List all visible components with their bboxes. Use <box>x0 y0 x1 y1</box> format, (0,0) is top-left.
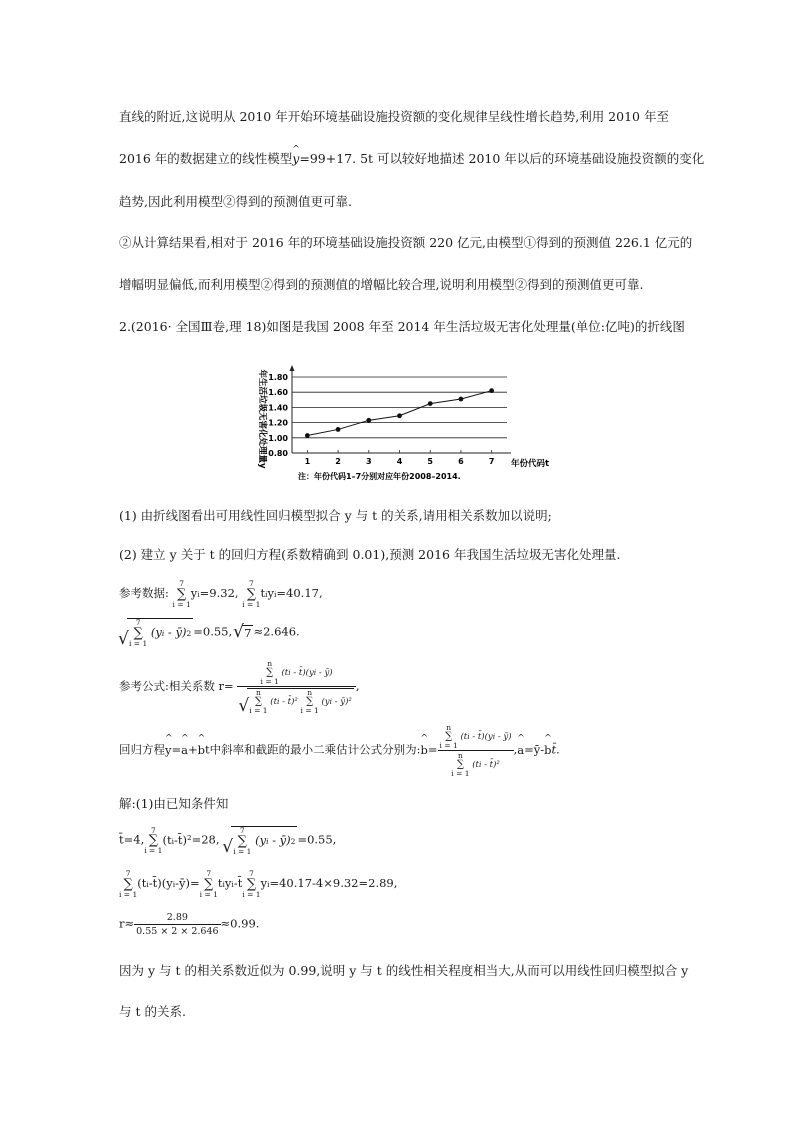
x-tick-label: 3 <box>365 457 372 466</box>
regression-formula: 回归方程^ y=^ a+^ bt中斜率和截距的最小二乘估计公式分别为:^ b= n ∑ i = 1 (ti - t̄)(yi - ȳ) n ∑ i = 1 (ti - t̄)² ,^ a=ȳ-^ bt̄. <box>119 724 560 777</box>
y-tick-label: 1.40 <box>268 403 288 413</box>
y-axis-arrow <box>290 365 295 371</box>
para-line-4: ②从计算结果看,相对于 2016 年的环境基础设施投资额 220 亿元,由模型①得到的预测值 226.1 亿元的 <box>119 235 693 250</box>
conclusion-line-2: 与 t 的关系. <box>119 1004 186 1019</box>
chart-note: 注：年份代码1–7分别对应年份2008–2014. <box>298 472 461 481</box>
y-tick-label: 1.00 <box>268 433 288 443</box>
series-line <box>307 391 491 436</box>
para-line-3: 趋势,因此利用模型②得到的预测值更可靠. <box>119 194 352 209</box>
solution-step-1: t̄=4, 7 ∑ i = 1 (ti-t̄)²=28, √ 7 ∑ i = 1 (yi - ȳ)2 =0.55, <box>119 826 336 855</box>
line-chart <box>250 355 550 485</box>
x-axis-label: 年份代码t <box>511 459 550 469</box>
solution-step-3: r≈ $\frac{2.89}{0.55 \times 2 \times 2.646}$ ≈0.99. <box>119 912 260 937</box>
x-tick-label: 1 <box>304 457 311 466</box>
y-axis-label: 年生活垃圾无害化处理量y <box>257 369 267 469</box>
x-tick-label: 2 <box>335 457 341 466</box>
x-tick-label: 7 <box>488 457 495 466</box>
data-point <box>459 397 464 402</box>
x-tick-label: 6 <box>458 457 464 466</box>
para-line-1: 直线的附近,这说明从 2010 年开始环境基础设施投资额的变化规律呈线性增长趋势,利用 2010 年至 <box>119 109 669 124</box>
para-line-5: 增幅明显偏低,而利用模型②得到的预测值的增幅比较合理,说明利用模型②得到的预测值更可靠. <box>119 277 644 292</box>
y-tick-label: 1.20 <box>268 418 288 428</box>
data-point <box>397 413 402 418</box>
data-point <box>366 418 371 423</box>
problem-2-heading: 2.(2016· 全国Ⅲ卷,理 18)如图是我国 2008 年至 2014 年生活垃圾无害化处理量(单位:亿吨)的折线图 <box>119 319 685 334</box>
solution-step-2: 7 ∑ i = 1 (ti-t̄)(yi-ȳ)= 7 ∑ i = 1 tiyi-t̄ 7 ∑ i = 1 yi=40.17-4×9.32=2.89, <box>119 869 398 899</box>
reference-formula: 参考公式:相关系数 r= n ∑ i = 1 (ti - t̄)(yi - ȳ) √ n ∑ i = 1 (ti - t̄)² n ∑ i = 1 (yi - ȳ)² , <box>119 660 359 714</box>
x-tick-label: 5 <box>427 457 434 466</box>
reference-data-line-2: √ 7 ∑ i = 1 (yi - ȳ)2 =0.55,√ 7 ≈2.646. <box>119 618 300 647</box>
data-point <box>489 388 494 393</box>
y-tick-label: 0.80 <box>268 449 288 458</box>
data-point <box>428 401 433 406</box>
conclusion-line-1: 因为 y 与 t 的相关系数近似为 0.99,说明 y 与 t 的线性相关程度相当大,从而可以用线性回归模型拟合 y <box>119 963 689 978</box>
solution-heading: 解:(1)由已知条件知 <box>119 796 229 811</box>
question-2: (2) 建立 y 关于 t 的回归方程(系数精确到 0.01),预测 2016 年我国生活垃圾无害化处理量. <box>119 547 621 562</box>
y-tick-label: 1.80 <box>268 373 288 382</box>
reference-data-line-1: 参考数据: 7 ∑ i = 1 yi=9.32, 7 ∑ i = 1 tiyi=40.17, <box>119 579 323 609</box>
para-line-2: 2016 年的数据建立的线性模型^ y=99+17. 5t 可以较好地描述 2010 年以后的环境基础设施投资额的变化 <box>119 150 694 168</box>
y-hat: ^ y <box>292 150 299 168</box>
data-point <box>336 427 341 432</box>
data-point <box>305 433 310 438</box>
question-1: (1) 由折线图看出可用线性回归模型拟合 y 与 t 的关系,请用相关系数加以说明; <box>119 508 552 523</box>
y-tick-label: 1.60 <box>268 388 288 398</box>
x-tick-label: 4 <box>396 457 403 466</box>
